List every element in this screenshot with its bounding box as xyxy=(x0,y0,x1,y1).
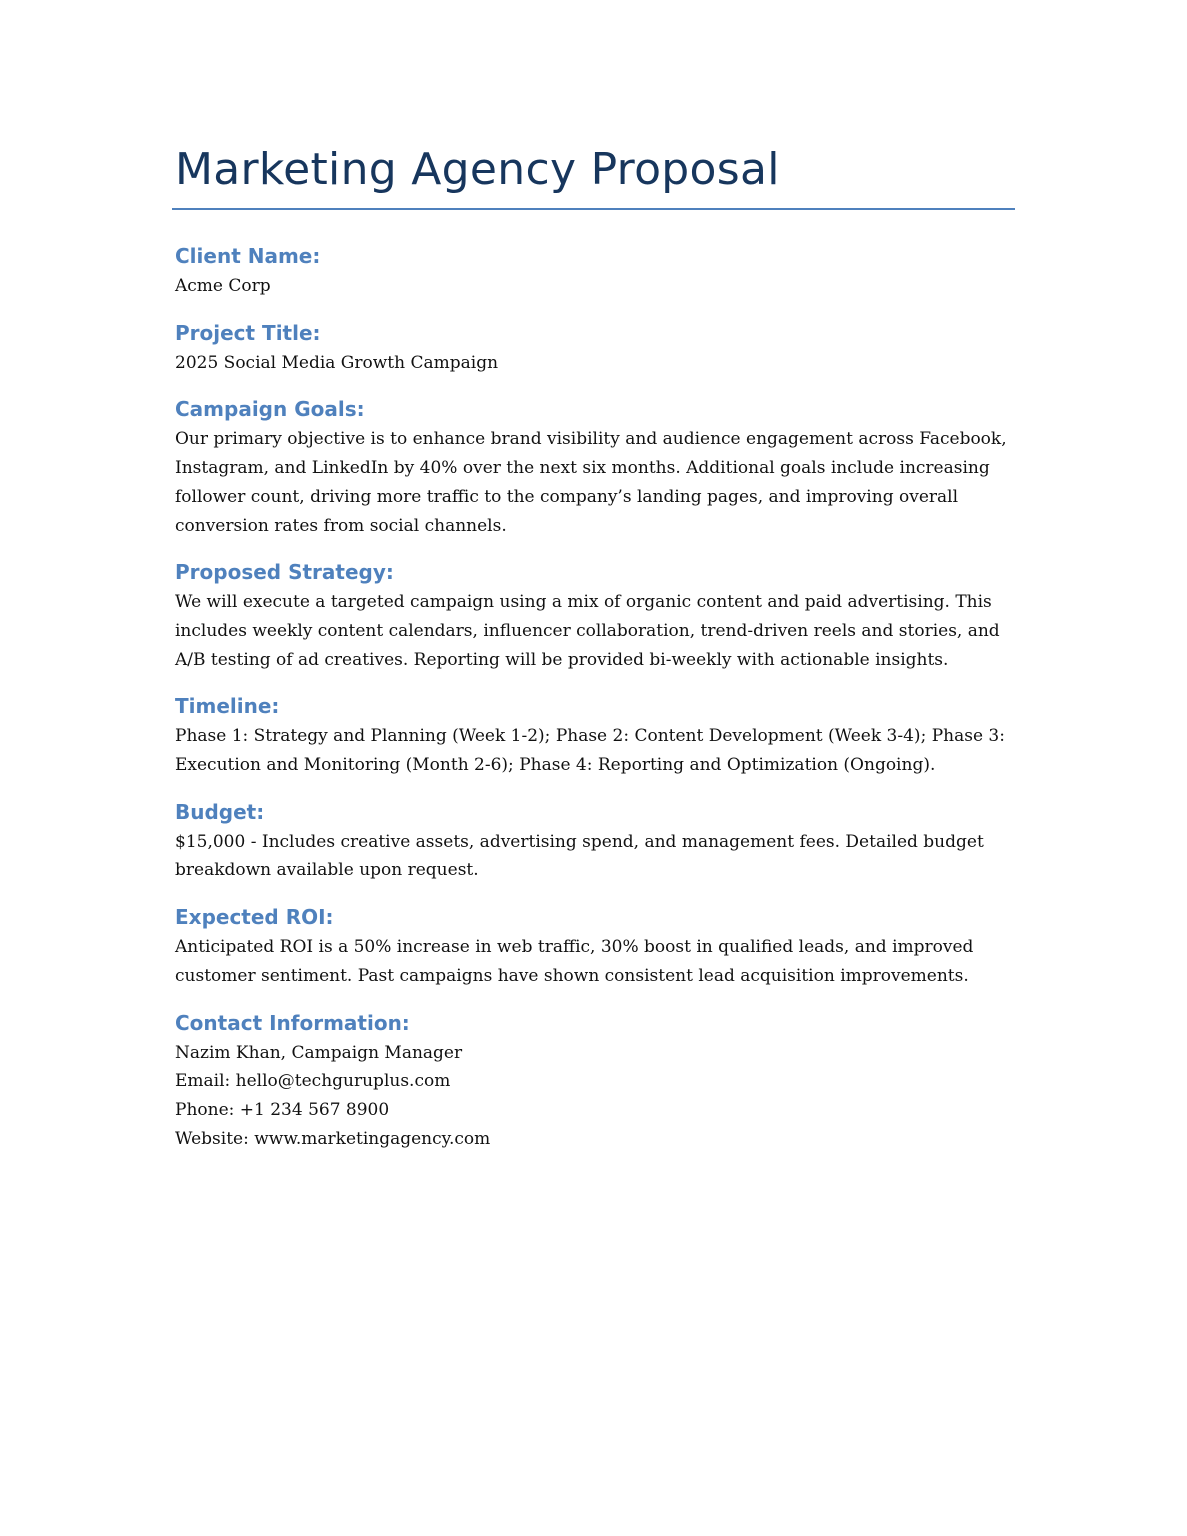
section-body: Anticipated ROI is a 50% increase in web traffic, 30% boost in qualified leads, and improved customer sentiment. Past campaigns have shown consistent lead acquisition improvements. xyxy=(175,937,974,986)
section-body: Our primary objective is to enhance brand visibility and audience engagement across Facebook, Instagram, and LinkedIn by 40% over the next six months. Additional goals include increasing follower count, driving more traffic to the company’s landing pages, and improving overall conversion rates from social channels. xyxy=(175,429,1007,536)
section-heading: Project Title: xyxy=(175,320,321,345)
section-body: $15,000 - Includes creative assets, advertising spend, and management fees. Detailed budget breakdown available upon request. xyxy=(175,831,984,881)
section-proposed-strategy xyxy=(175,556,1015,674)
section-body: Acme Corp xyxy=(175,276,271,296)
section-body: 2025 Social Media Growth Campaign xyxy=(175,352,499,373)
section-body: Phase 1: Strategy and Planning (Week 1-2); Phase 2: Content Development (Week 3-4); Phase 3: Execution and Monitoring (Month 2-6); Phase 4: Reporting and Optimization (Ongoing). xyxy=(175,726,1005,776)
section-heading: Client Name: xyxy=(175,244,321,268)
section-timeline xyxy=(175,690,1015,779)
section-heading: Contact Information: xyxy=(175,1010,410,1035)
section-heading: Budget: xyxy=(175,799,265,824)
section-project-title xyxy=(175,317,1015,378)
document-title: Marketing Agency Proposal xyxy=(175,144,780,195)
title-underline-rule xyxy=(172,208,1015,210)
section-heading: Expected ROI: xyxy=(175,905,334,930)
section-client-name xyxy=(175,240,1015,301)
section-expected-roi xyxy=(175,901,1015,990)
contact-details xyxy=(175,1039,1015,1154)
contact-phone-line: Phone: +1 234 567 8900 xyxy=(175,1099,390,1120)
section-heading: Campaign Goals: xyxy=(175,397,365,422)
section-contact-information xyxy=(175,1007,1015,1154)
section-body: We will execute a targeted campaign using a mix of organic content and paid advertising. This includes weekly content calendars, influencer collaboration, trend-driven reels and stories, and A/B testing of ad creatives. Reporting will be provided bi-weekly with actionable insights. xyxy=(175,592,1000,670)
document-page xyxy=(175,140,1015,1149)
proposal-sections xyxy=(175,240,1015,1169)
section-campaign-goals xyxy=(175,393,1015,540)
section-budget xyxy=(175,796,1015,885)
contact-website-line: Website: www.marketingagency.com xyxy=(175,1128,491,1149)
contact-email-line: Email: hello@techguruplus.com xyxy=(175,1071,451,1092)
section-heading: Proposed Strategy: xyxy=(175,560,394,585)
contact-name-line: Nazim Khan, Campaign Manager xyxy=(175,1042,463,1063)
section-heading: Timeline: xyxy=(175,694,280,719)
